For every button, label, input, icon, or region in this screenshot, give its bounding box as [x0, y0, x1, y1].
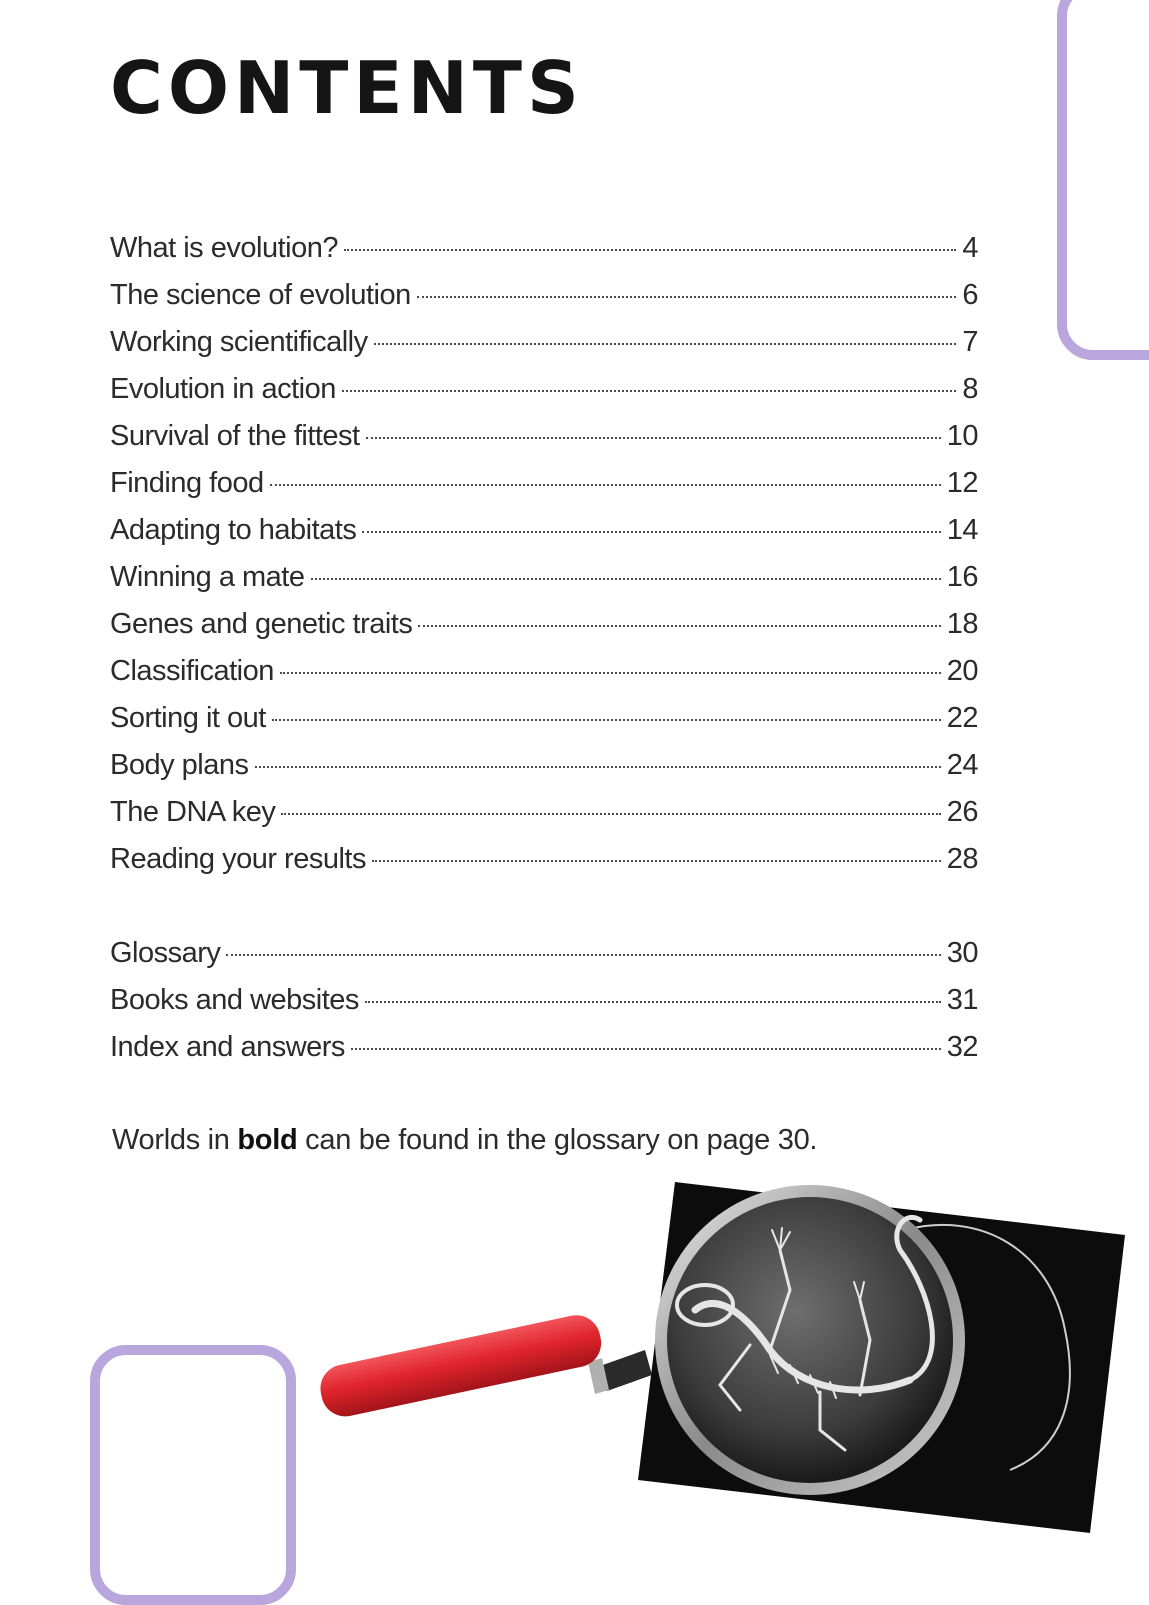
- toc-entry-page-number: 30: [946, 937, 978, 969]
- toc-entry-page-number: 8: [962, 373, 978, 405]
- toc-dot-leader: [344, 249, 956, 251]
- toc-entry-page-number: 18: [946, 608, 978, 640]
- toc-entry-label: Index and answers: [110, 1031, 345, 1063]
- toc-entry: [110, 232, 978, 279]
- toc-entry-label: Winning a mate: [110, 561, 305, 593]
- toc-entry: [110, 608, 978, 655]
- toc-entry: [110, 1031, 978, 1078]
- toc-dot-leader: [365, 1001, 941, 1003]
- toc-dot-leader: [366, 437, 941, 439]
- toc-entry-label: What is evolution?: [110, 232, 338, 264]
- toc-entry-page-number: 20: [946, 655, 978, 687]
- toc-entry: [110, 373, 978, 420]
- toc-entry: [110, 420, 978, 467]
- toc-dot-leader: [374, 343, 957, 345]
- glossary-note-before: Worlds in: [112, 1124, 238, 1156]
- toc-entry-page-number: 31: [946, 984, 978, 1016]
- toc-entry-label: Adapting to habitats: [110, 514, 357, 546]
- glossary-note: [112, 1124, 817, 1157]
- toc-entry-page-number: 32: [946, 1031, 978, 1063]
- toc-entry: [110, 514, 978, 561]
- toc-dot-leader: [226, 954, 940, 956]
- toc-entry-label: Working scientifically: [110, 326, 368, 358]
- table-of-contents: [110, 232, 978, 1078]
- toc-entry: [110, 984, 978, 1031]
- toc-entry-page-number: 7: [962, 326, 978, 358]
- decorative-frame-top-right: [1057, 0, 1149, 360]
- toc-dot-leader: [418, 625, 940, 627]
- toc-entry: [110, 749, 978, 796]
- toc-entry-label: Survival of the fittest: [110, 420, 360, 452]
- toc-dot-leader: [255, 766, 941, 768]
- toc-entry: [110, 796, 978, 843]
- toc-entry: [110, 843, 978, 890]
- magnifier-handle: [316, 1311, 652, 1421]
- toc-entry-label: Books and websites: [110, 984, 359, 1016]
- toc-entry-page-number: 22: [946, 702, 978, 734]
- toc-entry-label: The DNA key: [110, 796, 276, 828]
- toc-entry: [110, 326, 978, 373]
- toc-dot-leader: [280, 672, 941, 674]
- toc-dot-leader: [351, 1048, 941, 1050]
- magnifying-glass-xray-illustration: [300, 1170, 1149, 1533]
- toc-entry: [110, 279, 978, 326]
- toc-dot-leader: [342, 390, 956, 392]
- toc-entry-page-number: 14: [946, 514, 978, 546]
- magnifier-lens: [655, 1185, 965, 1495]
- toc-entry-label: Body plans: [110, 749, 249, 781]
- toc-dot-leader: [272, 719, 941, 721]
- toc-entry-label: Classification: [110, 655, 274, 687]
- toc-entry-page-number: 26: [946, 796, 978, 828]
- toc-dot-leader: [417, 296, 957, 298]
- toc-entry-page-number: 12: [946, 467, 978, 499]
- toc-entry-label: Genes and genetic traits: [110, 608, 413, 640]
- toc-main-list: [110, 232, 978, 890]
- toc-dot-leader: [281, 813, 940, 815]
- toc-entry-label: Glossary: [110, 937, 221, 969]
- toc-entry-label: Evolution in action: [110, 373, 336, 405]
- toc-entry: [110, 702, 978, 749]
- toc-entry-label: Sorting it out: [110, 702, 266, 734]
- toc-back-matter-list: [110, 937, 978, 1078]
- toc-entry: [110, 655, 978, 702]
- toc-entry-page-number: 16: [946, 561, 978, 593]
- toc-entry-label: The science of evolution: [110, 279, 411, 311]
- toc-entry-page-number: 4: [962, 232, 978, 264]
- toc-dot-leader: [311, 578, 941, 580]
- toc-entry: [110, 467, 978, 514]
- toc-entry-label: Reading your results: [110, 843, 366, 875]
- toc-dot-leader: [372, 860, 941, 862]
- toc-entry-page-number: 24: [946, 749, 978, 781]
- glossary-note-after: can be found in the glossary on page 30.: [297, 1124, 818, 1156]
- toc-entry-page-number: 10: [946, 420, 978, 452]
- glossary-note-bold: bold: [237, 1124, 298, 1156]
- toc-entry-page-number: 28: [946, 843, 978, 875]
- toc-entry: [110, 937, 978, 984]
- toc-dot-leader: [270, 484, 941, 486]
- toc-dot-leader: [362, 531, 940, 533]
- page-title: CONTENTS: [110, 46, 584, 130]
- decorative-frame-bottom-left: [90, 1345, 296, 1605]
- toc-entry: [110, 561, 978, 608]
- toc-entry-label: Finding food: [110, 467, 264, 499]
- toc-entry-page-number: 6: [962, 279, 978, 311]
